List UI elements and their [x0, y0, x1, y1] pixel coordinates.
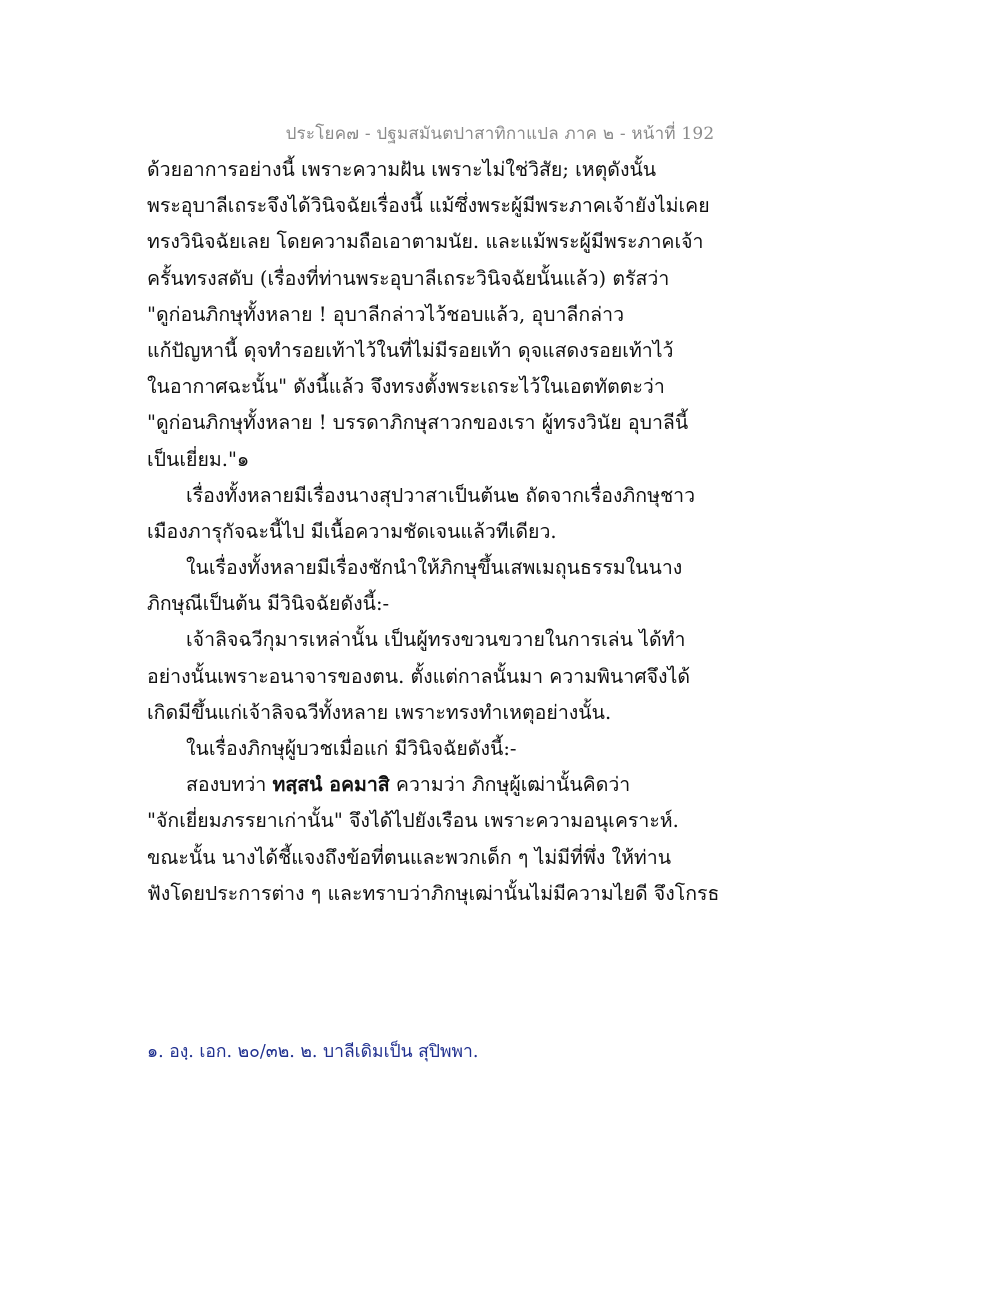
page-header: ประโยค๗ - ปฐมสมันตปาสาทิกาแปล ภาค ๒ - หน้าที่ 192: [285, 124, 715, 144]
text-line: ทรงวินิจฉัยเลย โดยความถือเอาตามนัย. และแม้พระผู้มีพระภาคเจ้า: [147, 230, 704, 254]
body-text: [147, 152, 720, 912]
text-line: ด้วยอาการอย่างนี้ เพราะความฝัน เพราะไม่ใช่วิสัย; เหตุดังนั้น: [147, 158, 657, 181]
footnote: ๑. องฺ. เอก. ๒๐/๓๒. ๒. บาลีเดิมเป็น สุปิพพา.: [147, 1042, 479, 1062]
text-span: สองบทว่า: [186, 773, 273, 797]
text-line: "ดูก่อนภิกษุทั้งหลาย ! บรรดาภิกษุสาวกของเรา ผู้ทรงวินัย อุบาลีนี้: [147, 411, 689, 435]
text-line: พระอุบาลีเถระจึงได้วินิจฉัยเรื่องนี้ แม้ซึ่งพระผู้มีพระภาคเจ้ายังไม่เคย: [147, 194, 710, 218]
text-line: อย่างนั้นเพราะอนาจารของตน. ตั้งแต่กาลนั้นมา ความพินาศจึงได้: [147, 664, 690, 688]
text-line: "จักเยี่ยมภรรยาเก่านั้น" จึงได้ไปยังเรือน เพราะความอนุเคราะห์.: [147, 809, 679, 833]
text-span: ความว่า ภิกษุผู้เฒ่านั้นคิดว่า: [389, 773, 631, 797]
text-line: ขณะนั้น นางได้ชี้แจงถึงข้อที่ตนและพวกเด็ก ๆ ไม่มีที่พึ่ง ให้ท่าน: [147, 845, 672, 869]
text-line: เมืองภารุกัจฉะนี้ไป มีเนื้อความชัดเจนแล้วทีเดียว.: [147, 519, 557, 543]
text-line: เป็นเยี่ยม."๑: [147, 447, 250, 471]
text-line: ในเรื่องภิกษุผู้บวชเมื่อแก่ มีวินิจฉัยดังนี้:-: [186, 737, 517, 760]
text-line: [147, 767, 707, 803]
pali-term: ทสฺสนํ อคมาสิ: [272, 773, 390, 797]
text-line: ครั้นทรงสดับ (เรื่องที่ท่านพระอุบาลีเถระวินิจฉัยนั้นแล้ว) ตรัสว่า: [147, 266, 670, 290]
text-line: ฟังโดยประการต่าง ๆ และทราบว่าภิกษุเฒ่านั้นไม่มีความไยดี จึงโกรธ: [147, 881, 720, 905]
text-line: "ดูก่อนภิกษุทั้งหลาย ! อุบาลีกล่าวไว้ชอบแล้ว, อุบาลีกล่าว: [147, 302, 625, 326]
text-line: ในเรื่องทั้งหลายมีเรื่องชักนำให้ภิกษุขึ้นเสพเมถุนธรรมในนาง: [186, 556, 683, 580]
text-line: เกิดมีขึ้นแก่เจ้าลิจฉวีทั้งหลาย เพราะทรงทำเหตุอย่างนั้น.: [147, 700, 612, 724]
text-line: ในอากาศฉะนั้น" ดังนี้แล้ว จึงทรงตั้งพระเถระไว้ในเอตทัตตะว่า: [147, 375, 665, 399]
text-line: ภิกษุณีเป็นต้น มีวินิจฉัยดังนี้:-: [147, 592, 390, 616]
text-line: เจ้าลิจฉวีกุมารเหล่านั้น เป็นผู้ทรงขวนขวายในการเล่น ได้ทำ: [186, 628, 686, 652]
text-line: เรื่องทั้งหลายมีเรื่องนางสุปวาสาเป็นต้น๒ ถัดจากเรื่องภิกษุชาว: [186, 483, 696, 507]
text-line: แก้ปัญหานี้ ดุจทำรอยเท้าไว้ในที่ไม่มีรอยเท้า ดุจแสดงรอยเท้าไว้: [147, 338, 674, 362]
